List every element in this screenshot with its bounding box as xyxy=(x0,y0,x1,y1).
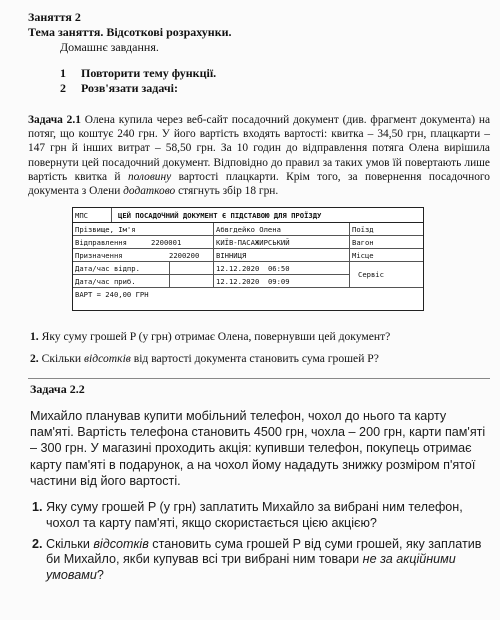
homework-item-text: Розв'язати задачі: xyxy=(81,81,178,95)
question-text: Яку суму грошей P (у грн) заплатить Михайло за вибрані ним телефон, чохол та карту пам'яті, якщо скористається цією акцією? xyxy=(46,500,463,530)
task-2-1-question-2 xyxy=(30,352,390,365)
task-2-1-extra: додатково xyxy=(123,185,176,198)
ticket-title: ЦЕЙ ПОСАДОЧНИЙ ДОКУМЕНТ Є ПІДСТАВОЮ ДЛЯ ПРОЇЗДУ xyxy=(111,208,423,222)
question-text: від вартості документа становить сума грошей P? xyxy=(130,352,379,365)
question-number: 2. xyxy=(32,536,43,551)
ticket-arr-date: 12.12.2020 xyxy=(216,276,260,286)
task-2-1-part3: стягнуть збір 18 грн. xyxy=(175,185,279,198)
ticket-train-label: Поїзд xyxy=(349,223,423,235)
task-2-1-questions xyxy=(30,330,390,374)
ticket-arr-time: 09:09 xyxy=(267,276,290,286)
task-2-1-title: Задача 2.1 xyxy=(28,114,81,126)
ticket-service: Сервіс xyxy=(349,262,423,288)
ticket-arr-datetime xyxy=(213,275,349,287)
ticket-name-label: Прізвище, Ім'я xyxy=(75,224,136,234)
topic-label: Тема заняття. xyxy=(28,25,104,39)
question-number: 1. xyxy=(32,500,43,514)
section-divider xyxy=(28,378,490,379)
ticket-row xyxy=(73,249,423,262)
ticket-destination-label: Призначення xyxy=(75,250,123,260)
homework-item-number: 2 xyxy=(60,81,66,95)
ticket-destination-code: 2200200 xyxy=(169,250,200,260)
question-text: Скільки xyxy=(38,352,84,365)
task-2-2-title: Задача 2.2 xyxy=(30,382,85,396)
task-2-2-question-2 xyxy=(32,537,487,584)
topic-line xyxy=(28,25,488,40)
topic-text: Відсоткові розрахунки. xyxy=(106,25,232,39)
question-text: Скільки xyxy=(46,536,94,551)
ticket-departure-label: Відправлення xyxy=(75,237,127,247)
homework-heading: Домашнє завдання. xyxy=(60,40,159,54)
ticket-dep-time-label: Дата/час відпр. xyxy=(75,263,140,273)
ticket-seat-label: Місце xyxy=(349,249,423,261)
ticket-dep-time: 06:50 xyxy=(267,263,290,273)
homework-item-text: Повторити тему функції. xyxy=(81,66,217,80)
lesson-title: Заняття 2 xyxy=(28,10,81,24)
task-2-1-part1: Олена купила через веб-сайт посадочний документ (див. фрагмент документа) на потяг, що коштує 240 грн. У його вартість входять вартості: квитка – 34,50 грн, плацкарти – 147 грн й інших витрат – 58,50 грн. За 10 годин до відправлення потяга Олена вирішила повернути цей посадочний документ. Відповідно до правил за таких умов їй повертають лише вартість квитка й xyxy=(28,114,490,183)
question-text: ? xyxy=(96,568,104,583)
ticket-name-value: Абвгдейко Олена xyxy=(213,223,349,235)
task-2-1-part2: вартості плацкарти. Крім того, за повернення посадочного документа з Олени xyxy=(28,170,490,198)
task-2-1-question-1 xyxy=(30,330,390,343)
task-2-2-question-1 xyxy=(32,500,487,532)
task-2-1-half: половину xyxy=(127,170,172,183)
ticket-dep-date: 12.12.2020 xyxy=(216,263,260,273)
homework-list xyxy=(60,66,216,96)
ticket-price: ВАРТ = 240,00 ГРН xyxy=(75,290,149,299)
question-number: 1. xyxy=(30,330,39,343)
ticket-header-row xyxy=(73,208,423,223)
task-2-2-questions xyxy=(32,500,487,589)
question-text: становить сума грошей P від суми грошей, яку заплатив би Михайло, якби купував всі три вибрані ним товари xyxy=(46,536,482,567)
question-text: Яку суму грошей P (у грн) отримає Олена, повернувши цей документ? xyxy=(38,330,391,343)
ticket-row xyxy=(73,236,423,249)
ticket-departure-station: КИЇВ-ПАСАЖИРСЬКИЙ xyxy=(213,236,349,248)
ticket-wagon-label: Вагон xyxy=(349,236,423,248)
task-2-2-text: Михайло планував купити мобільний телефон, чохол до нього та карту пам'яті. Вартість телефона становить 4500 грн, чохла – 200 грн, карти пам'яті – 300 грн. У магазині проходить акція: купивши телефон, покупець отримає карту пам'яті в подарунок, а на чохол йому нададуть знижку розміром п'ятої частини від його вартості. xyxy=(30,409,486,488)
ticket-fragment xyxy=(72,207,424,311)
lesson-header xyxy=(28,10,488,55)
question-emphasis: не за акційними умовами xyxy=(46,552,456,583)
ticket-departure-code: 2200001 xyxy=(151,237,182,247)
task-2-1-text xyxy=(28,113,490,198)
question-number: 2. xyxy=(30,352,39,365)
ticket-mps: МПС xyxy=(75,210,88,220)
ticket-row xyxy=(73,223,423,236)
homework-item xyxy=(60,81,216,96)
homework-item xyxy=(60,66,216,81)
ticket-arr-time-label: Дата/час приб. xyxy=(75,276,136,286)
ticket-price-row xyxy=(73,288,423,301)
question-emphasis: відсотків xyxy=(84,352,131,365)
question-emphasis: відсотків xyxy=(93,536,149,551)
ticket-divider xyxy=(169,262,170,288)
homework-item-number: 1 xyxy=(60,66,66,80)
ticket-destination-station: ВІННИЦЯ xyxy=(213,249,349,261)
ticket-dep-datetime xyxy=(213,262,349,274)
